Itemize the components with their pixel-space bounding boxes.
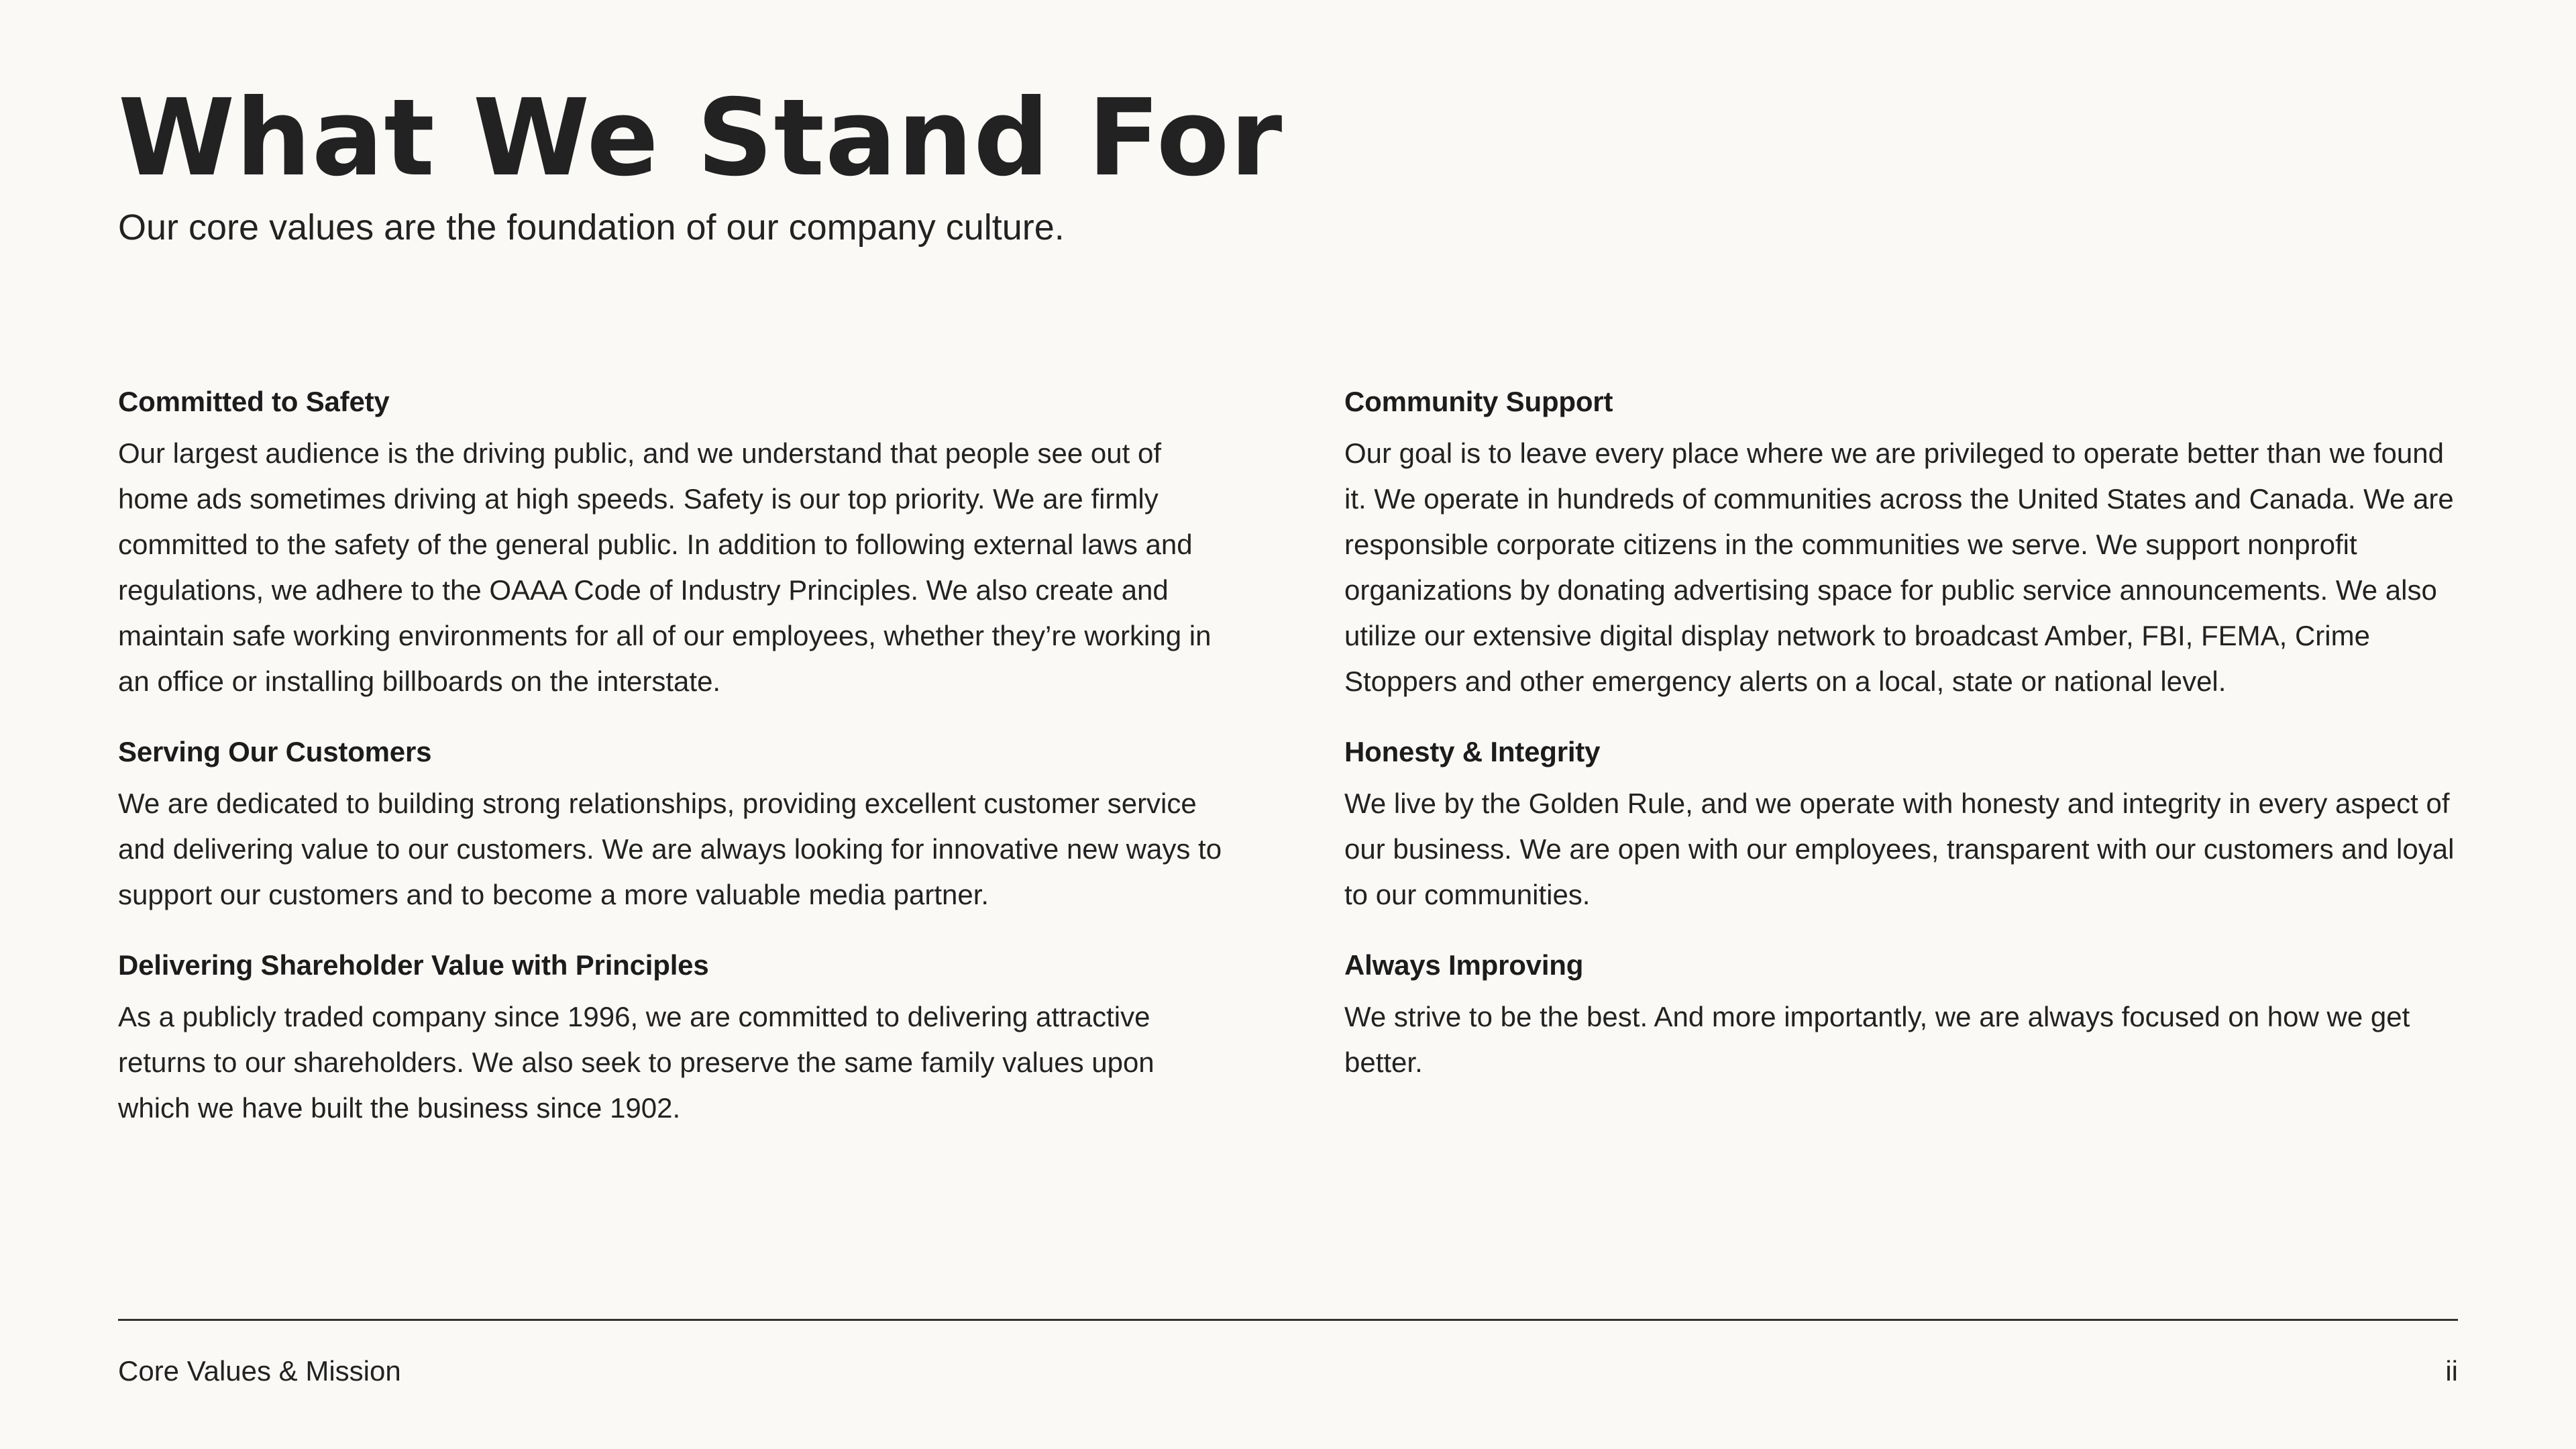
value-heading: Community Support	[1344, 386, 1613, 417]
footer-section-label: Core Values & Mission	[118, 1355, 401, 1387]
value-honesty-integrity	[1344, 731, 2458, 918]
page-title: What We Stand For	[118, 76, 1283, 200]
value-community-support	[1344, 381, 2458, 704]
value-heading: Serving Our Customers	[118, 736, 432, 767]
value-heading: Always Improving	[1344, 949, 1584, 981]
value-heading: Honesty & Integrity	[1344, 736, 1601, 767]
value-text: We are dedicated to building strong relationships, providing excellent customer service and delivering value to our customers. We are always looking for innovative new ways to support our customers and to become a more valuable media partner.	[118, 788, 1222, 910]
value-text: Our largest audience is the driving public, and we understand that people see out of home ads sometimes driving at high speeds. Safety is our top priority. We are firmly committed to the safety of the general public. In addition to following external laws and regulations, we adhere to the OAAA Code of Industry Principles. We also create and maintain safe working environments for all of our employees, whether they’re working in an office or installing billboards on the interstate.	[118, 437, 1212, 697]
value-text: Our goal is to leave every place where we are privileged to operate better than we found it. We operate in hundreds of communities across the United States and Canada. We are responsible corporate citizens in the communities we serve. We support nonprofit organizations by donating advertising space for public service announcements. We also utilize our extensive digital display network to broadcast Amber, FBI, FEMA, Crime Stoppers and other emergency alerts on a local, state or national level.	[1344, 437, 2454, 697]
value-heading: Delivering Shareholder Value with Principles	[118, 949, 709, 981]
value-serving-our-customers	[118, 731, 1232, 918]
value-always-improving	[1344, 945, 2458, 1085]
value-delivering-shareholder-value	[118, 945, 1232, 1131]
values-column-left	[118, 381, 1232, 1158]
footer-page-number: ii	[2445, 1355, 2458, 1387]
value-committed-to-safety	[118, 381, 1232, 704]
value-text: We live by the Golden Rule, and we operate with honesty and integrity in every aspect of our business. We are open with our employees, transparent with our customers and loyal to our communities.	[1344, 788, 2455, 910]
value-text: As a publicly traded company since 1996, we are committed to delivering attractive returns to our shareholders. We also seek to preserve the same family values upon which we have built the business since 1902.	[118, 1001, 1155, 1124]
page-subtitle: Our core values are the foundation of our company culture.	[118, 207, 1065, 248]
value-heading: Committed to Safety	[118, 386, 390, 417]
values-column-right	[1344, 381, 2458, 1158]
footer-divider	[118, 1319, 2458, 1321]
value-text: We strive to be the best. And more importantly, we are always focused on how we get better.	[1344, 1001, 2410, 1078]
values-columns	[118, 381, 2458, 1158]
